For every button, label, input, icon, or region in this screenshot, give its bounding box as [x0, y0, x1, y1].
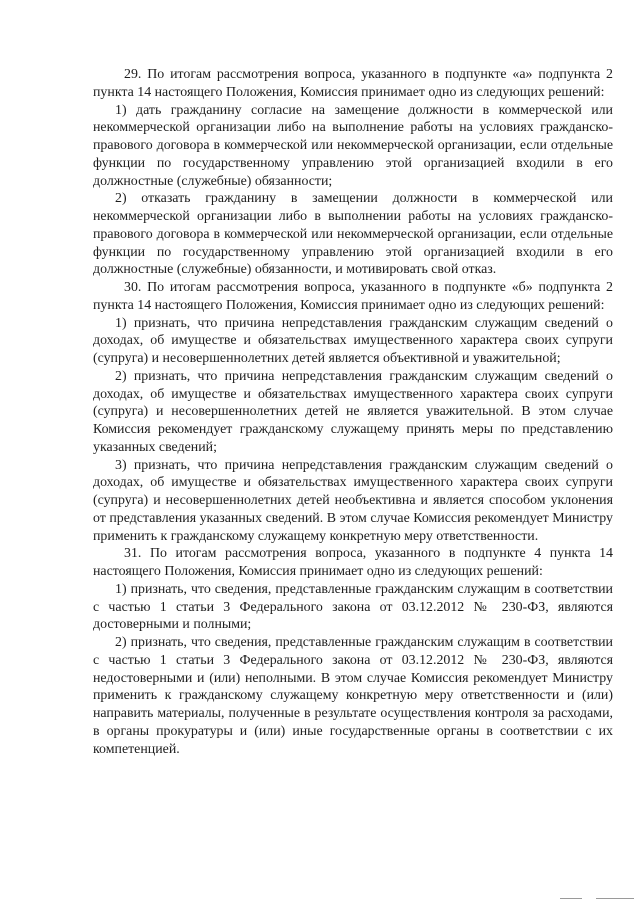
clause-29-item-2: 2) отказать гражданину в замещении должности в коммерческой или некоммерческой организации либо в выполнении работы на условиях гражданско-правового договора в коммерческой или некоммерческой организации, если отдельные функции по государственному управлению этой организацией входили в его должностные (служебные) обязанности, и мотивировать свой отказ. [93, 191, 613, 278]
clause-29-item-1: 1) дать гражданину согласие на замещение должности в коммерческой или некоммерческой организации либо на выполнение работы на условиях гражданско-правового договора в коммерческой или некоммерческой организации, если отдельные функции по государственному управлению этой организацией входили в его должностные (служебные) обязанности; [93, 102, 613, 189]
clause-29: 29. По итогам рассмотрения вопроса, указанного в подпункте «а» подпункта 2 пункта 14 настоящего Положения, Комиссия принимает одно из следующих решений: [93, 67, 613, 100]
clause-30-item-1: 1) признать, что причина непредставления гражданским служащим сведений о доходах, об имуществе и обязательствах имущественного характера своих супруги (супруга) и несовершеннолетних детей является объективной и уважительной; [93, 315, 613, 366]
document-page [93, 66, 613, 758]
clause-31-item-2: 2) признать, что сведения, представленные гражданским служащим в соответствии с частью 1 статьи 3 Федерального закона от 03.12.2012 № 230-ФЗ, являются недостоверными и (или) неполными. В этом случае Комиссия рекомендует Министру применить к гражданскому служащему конкретную меру ответственности и (или) направить материалы, полученные в результате осуществления контроля за расходами, в органы прокуратуры и (или) иные государственные органы в соответствии с их компетенцией. [93, 635, 613, 757]
clause-30: 30. По итогам рассмотрения вопроса, указанного в подпункте «б» подпункта 2 пункта 14 настоящего Положения, Комиссия принимает одно из следующих решений: [93, 280, 613, 313]
clause-30-item-2: 2) признать, что причина непредставления гражданским служащим сведений о доходах, об имуществе и обязательствах имущественного характера своих супруги (супруга) и несовершеннолетних детей не является уважительной. В этом случае Комиссия рекомендует гражданскому служащему принять меры по представлению указанных сведений; [93, 368, 613, 455]
clause-31: 31. По итогам рассмотрения вопроса, указанного в подпункте 4 пункта 14 настоящего Положения, Комиссия принимает одно из следующих решений: [93, 546, 613, 579]
scan-edge-mark [560, 898, 582, 899]
clause-31-item-1: 1) признать, что сведения, представленные гражданским служащим в соответствии с частью 1 статьи 3 Федерального закона от 03.12.2012 № 230-ФЗ, являются достоверными и полными; [93, 581, 613, 633]
scan-edge-mark [596, 898, 634, 899]
clause-30-item-3: 3) признать, что причина непредставления гражданским служащим сведений о доходах, об имуществе и обязательствах имущественного характера своих супруги (супруга) и несовершеннолетних детей необъективна и является способом уклонения от представления указанных сведений. В этом случае Комиссия рекомендует Министру применить к гражданскому служащему конкретную меру ответственности. [93, 457, 613, 544]
